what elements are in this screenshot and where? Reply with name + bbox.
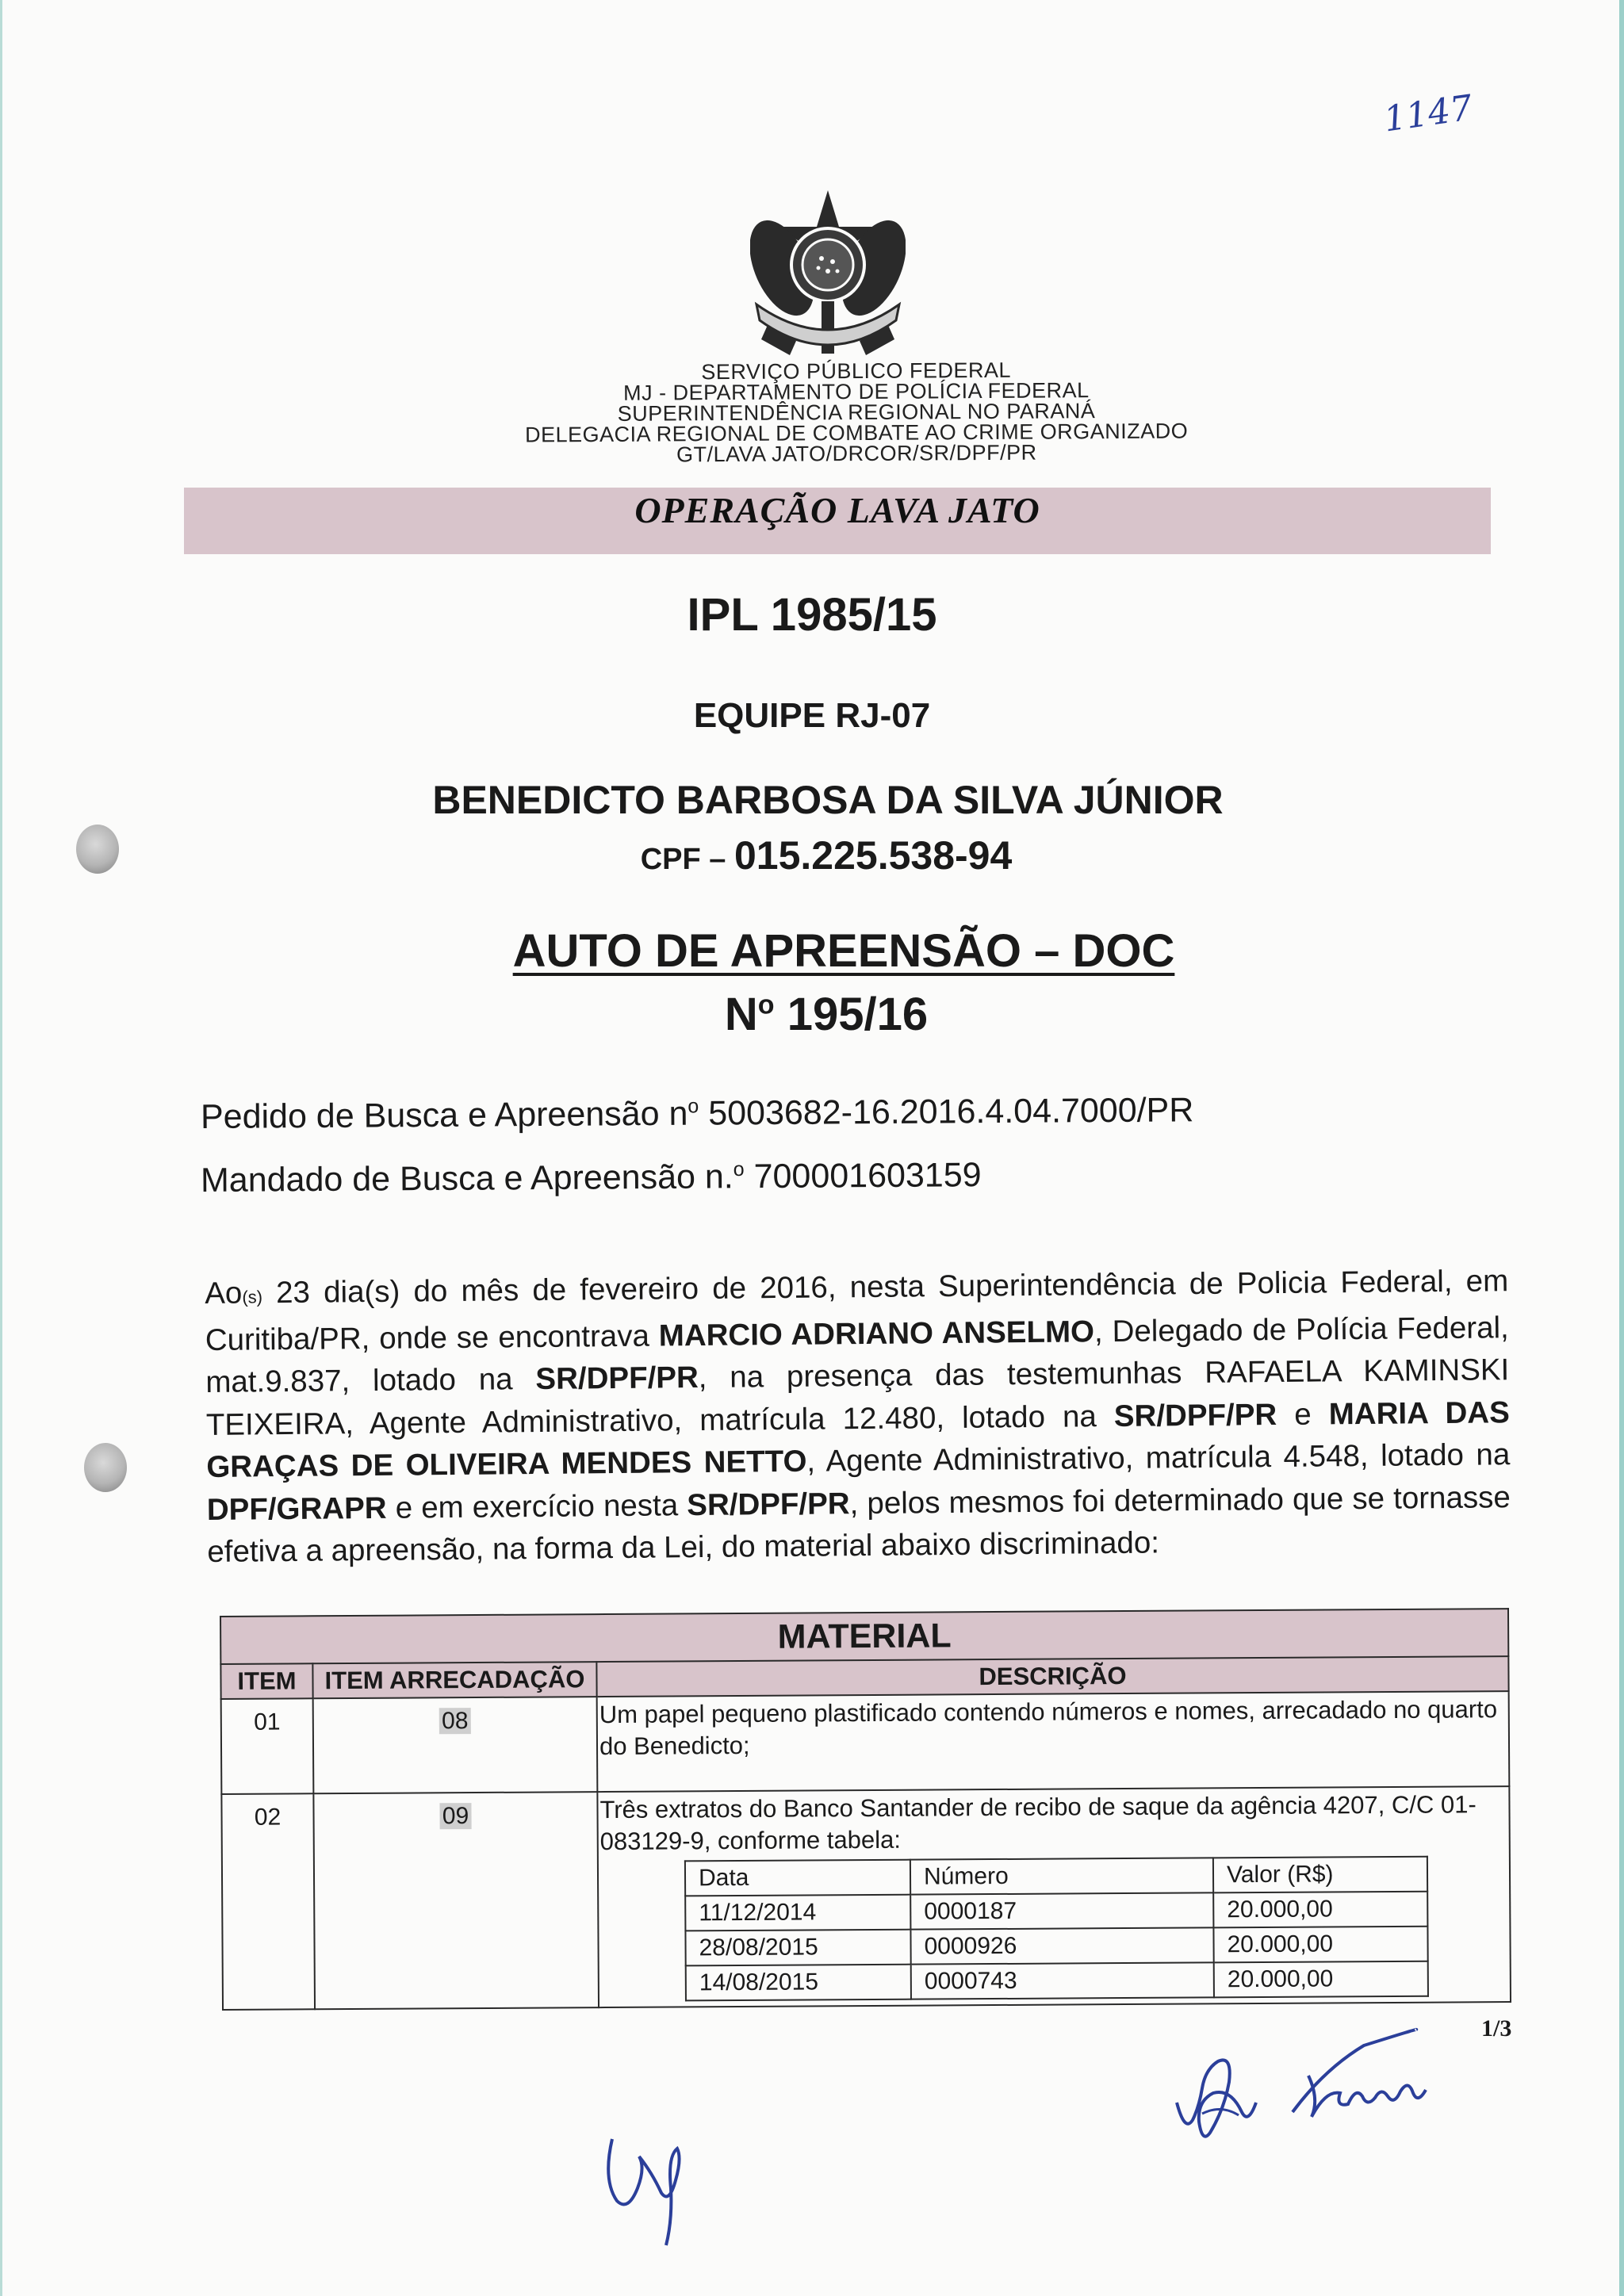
item-number: 01 (221, 1698, 314, 1794)
unit-name: SR/DPF/PR (687, 1486, 850, 1522)
document-number (14, 988, 1624, 1041)
withdrawal-number: 0000926 (910, 1927, 1213, 1964)
header-line-5: GT/LAVA JATO/DRCOR/SR/DPF/PR (676, 440, 1037, 467)
unit-name: SR/DPF/PR (535, 1360, 699, 1396)
material-title: MATERIAL (220, 1609, 1508, 1664)
document-title-text: AUTO DE APREENSÃO – DOC (512, 925, 1175, 977)
pedido-number: 5003682-16.2016.4.04.7000/PR (699, 1091, 1194, 1133)
arrecadacao-value: 08 (439, 1708, 471, 1734)
column-descricao: DESCRIÇÃO (596, 1656, 1508, 1697)
header-line-1: SERVIÇO PÚBLICO FEDERAL (701, 358, 1012, 385)
material-table-wrapper (220, 1608, 1510, 2011)
cpf-value: 015.225.538-94 (733, 833, 1013, 878)
withdrawal-date: 11/12/2014 (685, 1895, 910, 1931)
column-arrecadacao: ITEM ARRECADAÇÃO (312, 1662, 596, 1698)
delegate-name: MARCIO ADRIANO ANSELMO (658, 1314, 1095, 1353)
header-line-4: DELEGACIA REGIONAL DE COMBATE AO CRIME ORGANIZADO (524, 419, 1189, 447)
table-row (221, 1691, 1510, 1794)
document-title (32, 924, 1624, 978)
page-edge-left (0, 0, 2, 2296)
withdrawal-col-number: Número (910, 1858, 1213, 1894)
mandado-sup: o (733, 1158, 745, 1181)
punch-hole-bottom (84, 1443, 127, 1492)
document-number-prefix: N (724, 989, 758, 1040)
institution-header (396, 358, 1317, 466)
withdrawal-value: 20.000,00 (1213, 1892, 1427, 1928)
cpf-label: CPF – (640, 843, 734, 876)
para-text: , pelos mesmos foi determinado que se tornasse efetiva a apreensão, na forma da Lei, do material abaixo discriminado: (207, 1479, 1511, 1569)
withdrawal-date: 14/08/2015 (686, 1965, 911, 2001)
withdrawal-header-row (685, 1857, 1427, 1896)
para-text: e (1277, 1396, 1329, 1432)
document-number-sup: o (757, 989, 775, 1020)
search-request-reference (201, 1091, 1194, 1137)
withdrawal-value: 20.000,00 (1213, 1927, 1427, 1963)
para-text: , Delegado de Polícia Federal, mat.9.837, lotado na (205, 1310, 1509, 1399)
brasao-emblem (750, 186, 906, 365)
header-line-2: MJ - DEPARTAMENTO DE POLÍCIA FEDERAL (622, 378, 1090, 405)
handwritten-page-number: 1147 (1381, 87, 1475, 140)
seizure-paragraph (205, 1260, 1511, 1573)
unit-name: DPF/GRAPR (206, 1490, 387, 1527)
para-text: , Agente Administrativo, matrícula 4.548, lotado na (806, 1437, 1511, 1479)
team-label: EQUIPE RJ-07 (693, 696, 931, 735)
withdrawal-col-value: Valor (R$) (1213, 1857, 1427, 1893)
mandado-label: Mandado de Busca e Apreensão n. (200, 1158, 733, 1200)
ipl-number: IPL 1985/15 (687, 589, 937, 641)
withdrawal-value: 20.000,00 (1214, 1961, 1428, 1998)
warrant-reference (201, 1156, 982, 1200)
item-description: Um papel pequeno plastificado contendo números e nomes, arrecadado no quarto do Benedicto; (597, 1691, 1510, 1792)
para-text: 23 dia(s) do mês de fevereiro de 2016, nesta Superintendência de Policia Federal, em Curitiba/PR, onde se encontrava (205, 1264, 1509, 1357)
material-title-row (220, 1609, 1508, 1664)
para-text: e em exercício nesta (386, 1487, 688, 1525)
operation-banner-text: OPERAÇÃO LAVA JATO (634, 490, 1040, 530)
withdrawal-number: 0000743 (911, 1962, 1214, 1999)
table-row (686, 1961, 1428, 2001)
operation-banner (184, 488, 1491, 554)
item-description-text: Três extratos do Banco Santander de recibo de saque da agência 4207, C/C 01-083129-9, conforme tabela: (599, 1790, 1477, 1856)
item-number: 02 (221, 1793, 315, 2010)
mandado-number: 700001603159 (744, 1156, 982, 1196)
arrecadacao-number (313, 1697, 598, 1793)
arrecadacao-value: 09 (440, 1803, 472, 1829)
document-number-value: 195/16 (774, 989, 929, 1040)
signature-initials (590, 2125, 733, 2260)
material-table (220, 1608, 1511, 2011)
signature-witness (1277, 2014, 1515, 2141)
withdrawal-number: 0000187 (910, 1892, 1213, 1929)
withdrawal-col-date: Data (685, 1860, 910, 1896)
para-text: Ao (205, 1276, 243, 1311)
pedido-sup: o (688, 1095, 699, 1118)
table-row (685, 1927, 1427, 1966)
pedido-label: Pedido de Busca e Apreensão n (200, 1094, 688, 1136)
unit-name: SR/DPF/PR (1113, 1397, 1277, 1433)
withdrawal-date: 28/08/2015 (685, 1930, 910, 1966)
item-description (597, 1786, 1511, 2007)
subject-name: BENEDICTO BARBOSA DA SILVA JÚNIOR (432, 778, 1224, 822)
table-row (221, 1786, 1511, 2010)
para-text: (s) (242, 1287, 263, 1307)
page-edge-right (1619, 0, 1624, 2296)
subject-cpf (14, 832, 1624, 878)
header-line-3: SUPERINTENDÊNCIA REGIONAL NO PARANÁ (617, 399, 1096, 426)
para-text: , na presença das testemunhas RAFAELA KAMINSKI TEIXEIRA, Agente Administrativo, matrícula 12.480, lotado na (205, 1353, 1510, 1442)
withdrawal-table (684, 1856, 1429, 2002)
arrecadacao-number (313, 1792, 599, 2009)
witness-name: MARIA DAS GRAÇAS DE OLIVEIRA MENDES NETTO (206, 1395, 1510, 1484)
column-item: ITEM (220, 1663, 312, 1699)
table-row (685, 1892, 1427, 1931)
page-fraction: 1/3 (1481, 2015, 1512, 2042)
